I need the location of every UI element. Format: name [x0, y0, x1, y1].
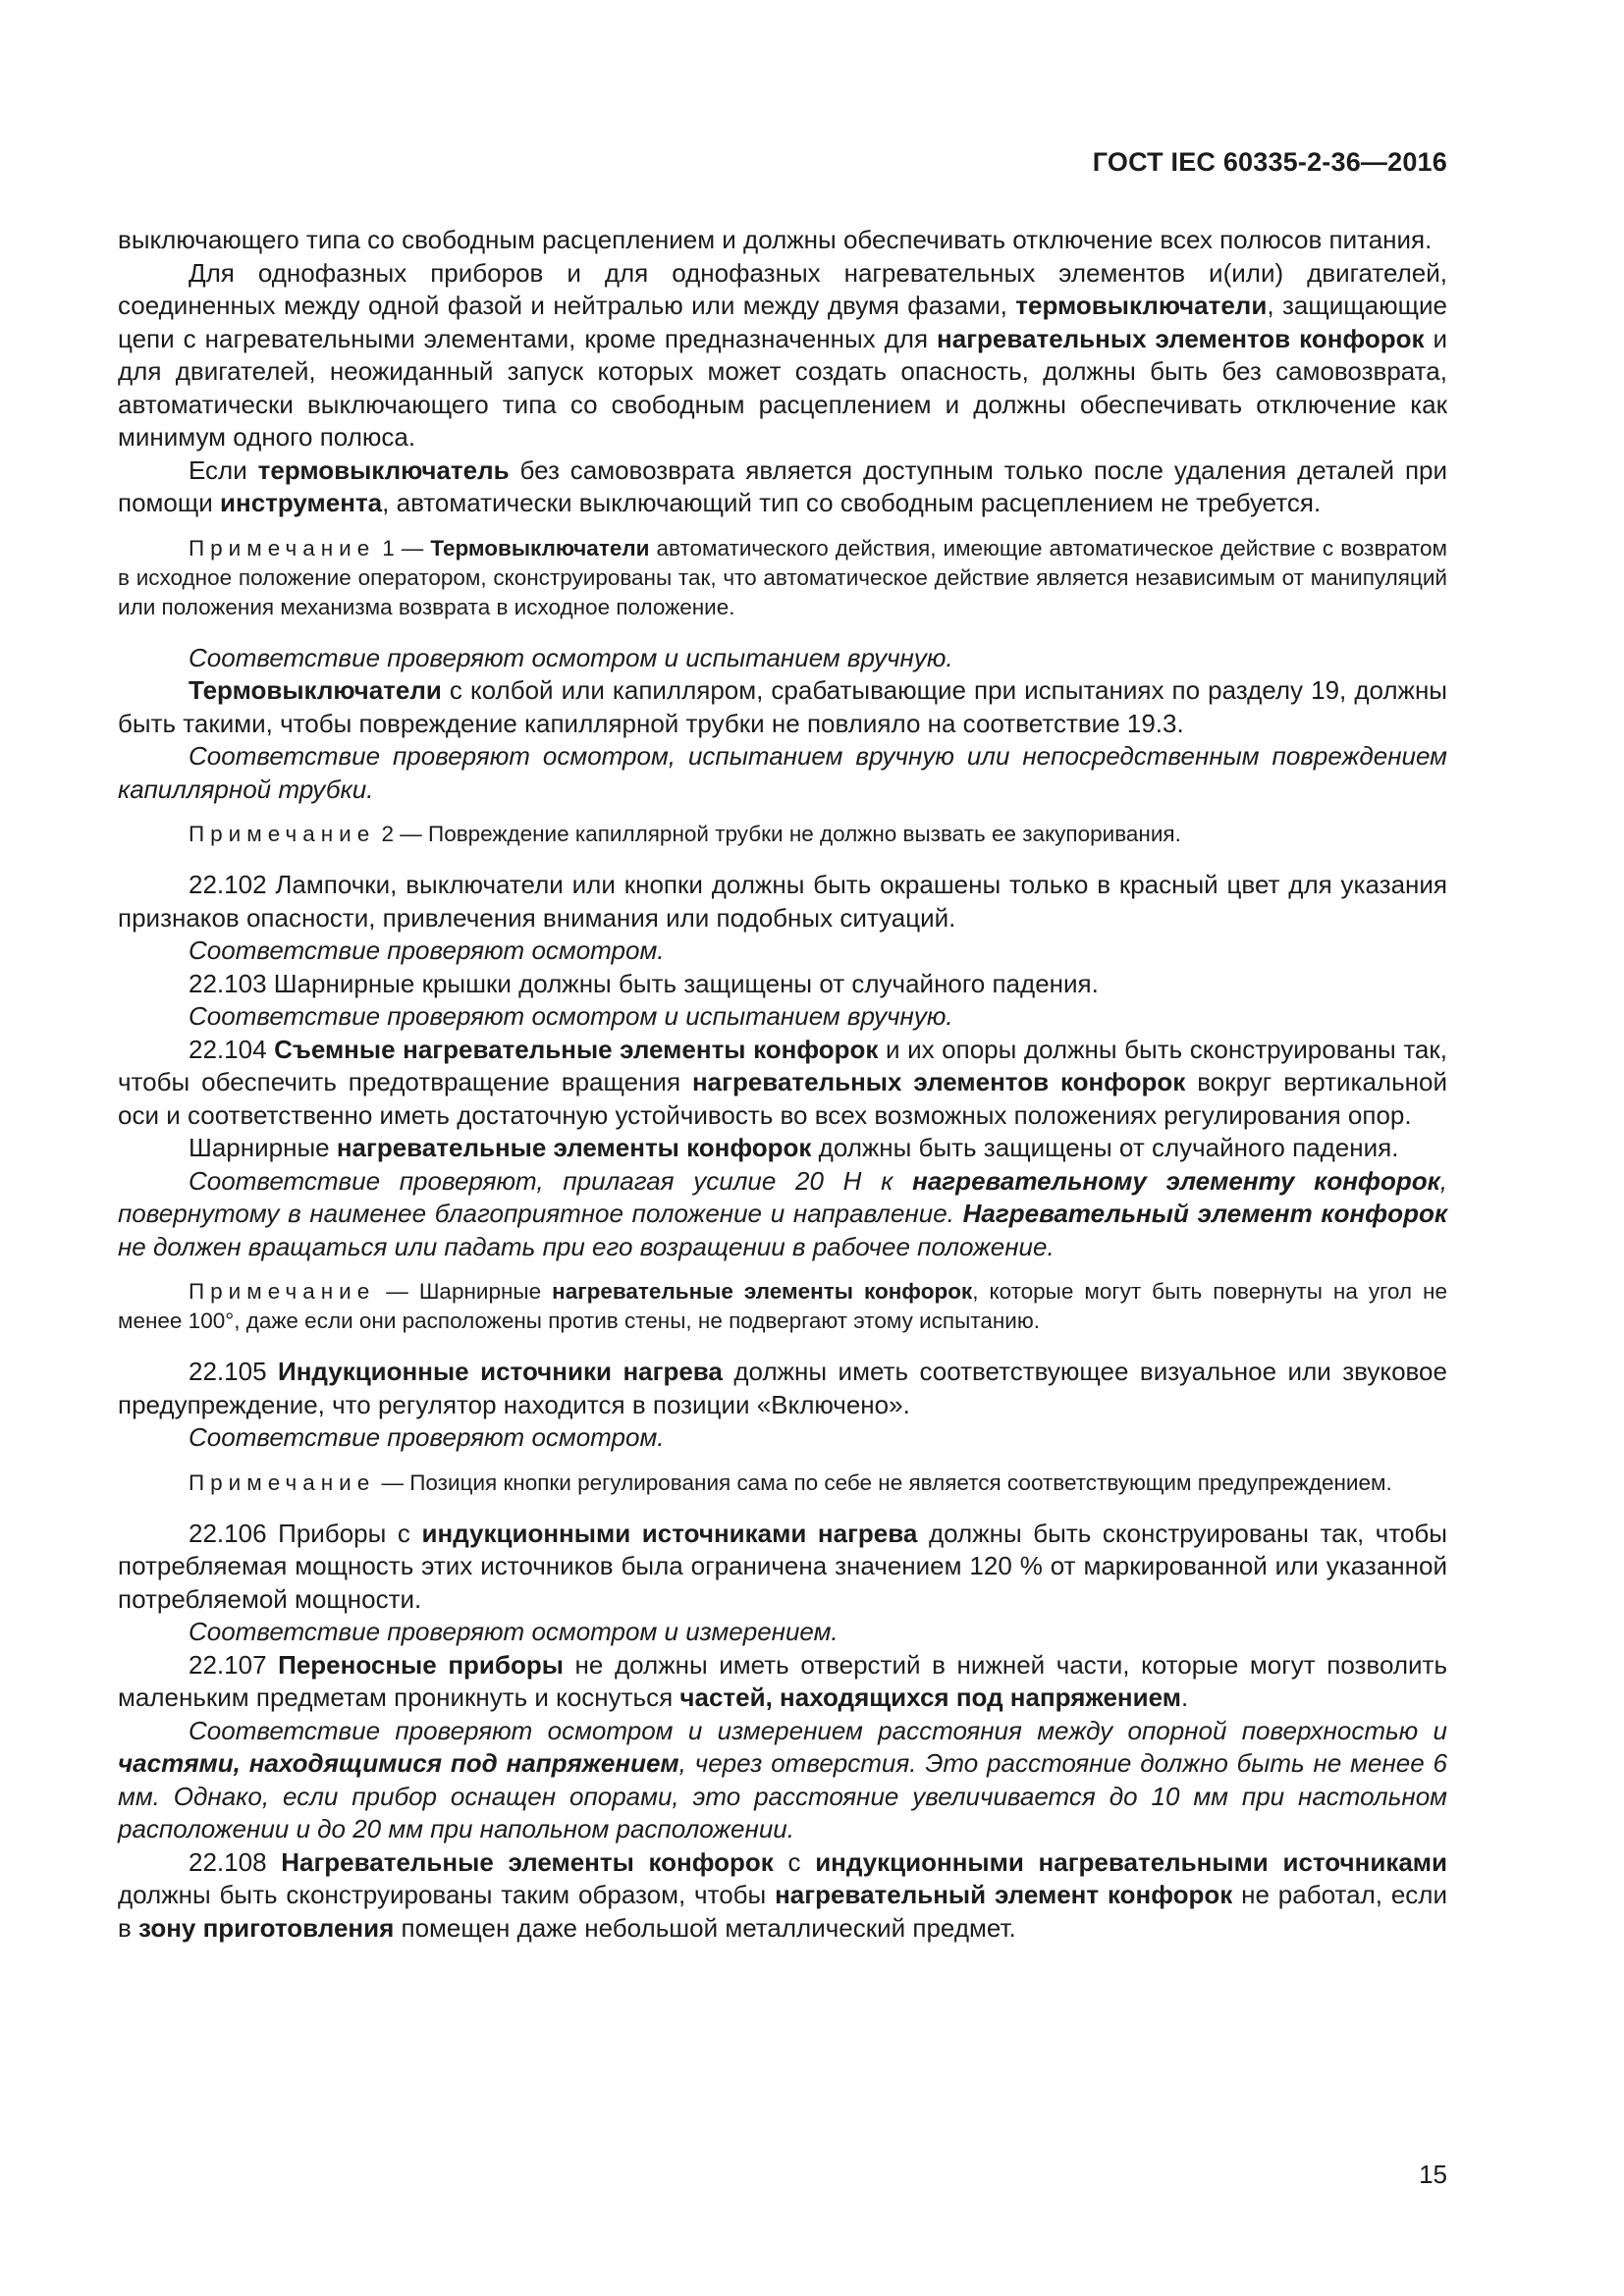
note-label: Примечание: [189, 1279, 376, 1304]
term-bold: Термовыключатели: [430, 535, 650, 561]
clause-22-107: 22.107 Переносные приборы не должны иметь отверстий в нижней части, которые могут позволить маленьким предметам проникнуть и коснуться частей, находящихся под напряжением.: [118, 1649, 1447, 1712]
note-2: Примечание 2 — Повреждение капиллярной трубки не должно вызвать ее закупоривания.: [189, 822, 1181, 846]
paragraph-capillary: Термовыключатели с колбой или капилляром, срабатывающие при испытаниях по разделу 19, должны быть такими, чтобы повреждение капиллярной трубки не повлияло на соответствие 19.3.: [118, 675, 1447, 738]
term-bold: Термовыключатели: [189, 675, 442, 705]
term-bold: нагревательные элементы конфорок: [336, 1133, 812, 1162]
document-body: [118, 224, 1447, 1945]
clause-22-102: 22.102 Лампочки, выключатели или кнопки должны быть окрашены только в красный цвет для указания признаков опасности, привлечения внимания или подобных ситуаций.: [118, 870, 1447, 933]
term-bold: индукционными источниками нагрева: [421, 1518, 918, 1548]
paragraph-thermal-cutouts: Для однофазных приборов и для однофазных нагревательных элементов и(или) двигателей, соединенных между одной фазой и нейтралью или между двумя фазами, термовыключатели, защищающие цепи с нагревательными элементами, кроме предназначенных для нагревательных элементов конфорок и для двигателей, неожиданный запуск которых может создать опасность, должны быть без самовозврата, автоматически выключающего типа со свободным расцеплением и должны обеспечивать отключение как минимум одного полюса.: [118, 257, 1447, 452]
paragraph-hinged-elements: Шарнирные нагревательные элементы конфорок должны быть защищены от случайного падения.: [189, 1133, 1399, 1162]
note-label: Примечание: [189, 822, 376, 846]
term-bold: термовыключатель: [257, 454, 510, 485]
clause-22-105: 22.105 Индукционные источники нагрева должны иметь соответствующее визуальное или звуковое предупреждение, что регулятор находится в позиции «Включено».: [118, 1357, 1447, 1419]
term-bold: нагревательный элемент конфорок: [775, 1880, 1233, 1909]
compliance-check: Соответствие проверяют осмотром.: [189, 935, 665, 965]
term-bold: Переносные приборы: [278, 1649, 564, 1680]
compliance-check: Соответствие проверяют осмотром, испытанием вручную или непосредственным повреждением капиллярной трубки.: [118, 741, 1447, 804]
compliance-check: Соответствие проверяют осмотром и измерением расстояния между опорной поверхностью и частями, находящимися под напряжением, через отверстия. Это расстояние должно быть не менее 6 мм. Однако, если прибор оснащен опорами, это расстояние увеличивается до 10 мм при настольном расположении и до 20 мм при напольном расположении.: [118, 1715, 1447, 1843]
compliance-check: Соответствие проверяют осмотром и испытанием вручную.: [189, 642, 953, 672]
term-bold: нагревательные элементы конфорок: [552, 1279, 973, 1304]
term-bold: инструмента: [220, 488, 383, 517]
clause-22-103: 22.103 Шарнирные крышки должны быть защищены от случайного падения.: [189, 968, 1099, 998]
note-label: Примечание: [189, 535, 376, 561]
paragraph-non-self-resetting: Если термовыключатель без самовозврата является доступным только после удаления деталей при помощи инструмента, автоматически выключающий тип со свободным расцеплением не требуется.: [118, 454, 1448, 517]
term-bold: индукционными нагревательными источниками: [815, 1846, 1448, 1877]
document-header: ГОСТ IEC 60335-2-36—2016: [1092, 147, 1447, 177]
compliance-check: Соответствие проверяют осмотром и испытанием вручную.: [189, 1001, 953, 1031]
note-label: Примечание: [189, 1469, 376, 1495]
term-bold: зону приготовления: [138, 1912, 395, 1943]
clause-22-104: 22.104 Съемные нагревательные элементы конфорок и их опоры должны быть сконструированы так, чтобы обеспечить предотвращение вращения нагревательных элементов конфорок вокруг вертикальной оси и соответственно иметь достаточную устойчивость во всех возможных положениях регулирования опор.: [118, 1034, 1447, 1130]
term-bold: Нагревательные элементы конфорок: [281, 1846, 774, 1877]
term-bold: нагревательному элементу конфорок: [912, 1165, 1440, 1196]
page-number: 15: [1419, 2160, 1447, 2189]
clause-22-106: 22.106 Приборы с индукционными источниками нагрева должны быть сконструированы так, чтобы потребляемая мощность этих источников была ограничена значением 120 % от маркированной или указанной потребляемой мощности.: [118, 1518, 1447, 1614]
term-bold: нагревательных элементов конфорок: [691, 1067, 1186, 1096]
note-4: Примечание — Позиция кнопки регулирования сама по себе не является соответствующим предупреждением.: [189, 1469, 1392, 1495]
term-bold: Индукционные источники нагрева: [278, 1357, 723, 1386]
paragraph-continuation: выключающего типа со свободным расцеплением и должны обеспечивать отключение всех полюсов питания.: [118, 225, 1433, 254]
note-3: Примечание — Шарнирные нагревательные элементы конфорок, которые могут быть повернуты на угол не менее 100°, даже если они расположены против стены, не подвергают этому испытанию.: [118, 1279, 1447, 1333]
compliance-check: Соответствие проверяют, прилагая усилие 20 Н к нагревательному элементу конфорок, повернутому в наименее благоприятное положение и направление. Нагревательный элемент конфорок не должен вращаться или падать при его возращении в рабочее положение.: [118, 1165, 1448, 1261]
compliance-check: Соответствие проверяют осмотром.: [189, 1422, 665, 1452]
clause-22-108: 22.108 Нагревательные элементы конфорок с индукционными нагревательными источниками должны быть сконструированы таким образом, чтобы нагревательный элемент конфорок не работал, если в зону приготовления помещен даже небольшой металлический предмет.: [118, 1846, 1448, 1943]
term-bold: частей, находящихся под напряжением: [679, 1682, 1181, 1712]
term-bold: нагревательных элементов конфорок: [937, 323, 1425, 353]
term-bold: Съемные нагревательные элементы конфорок: [274, 1034, 879, 1064]
note-1: Примечание 1 — Термовыключатели автоматического действия, имеющие автоматическое действие с возвратом в исходное положение оператором, сконструированы так, что автоматическое действие является независимым от манипуляций или положения механизма возврата в исходное положение.: [118, 535, 1447, 619]
term-bold: частями, находящимися под напряжением: [118, 1748, 679, 1778]
term-bold: Нагревательный элемент конфорок: [962, 1199, 1448, 1228]
term-bold: термовыключатели: [1015, 291, 1268, 320]
compliance-check: Соответствие проверяют осмотром и измерением.: [189, 1617, 839, 1646]
